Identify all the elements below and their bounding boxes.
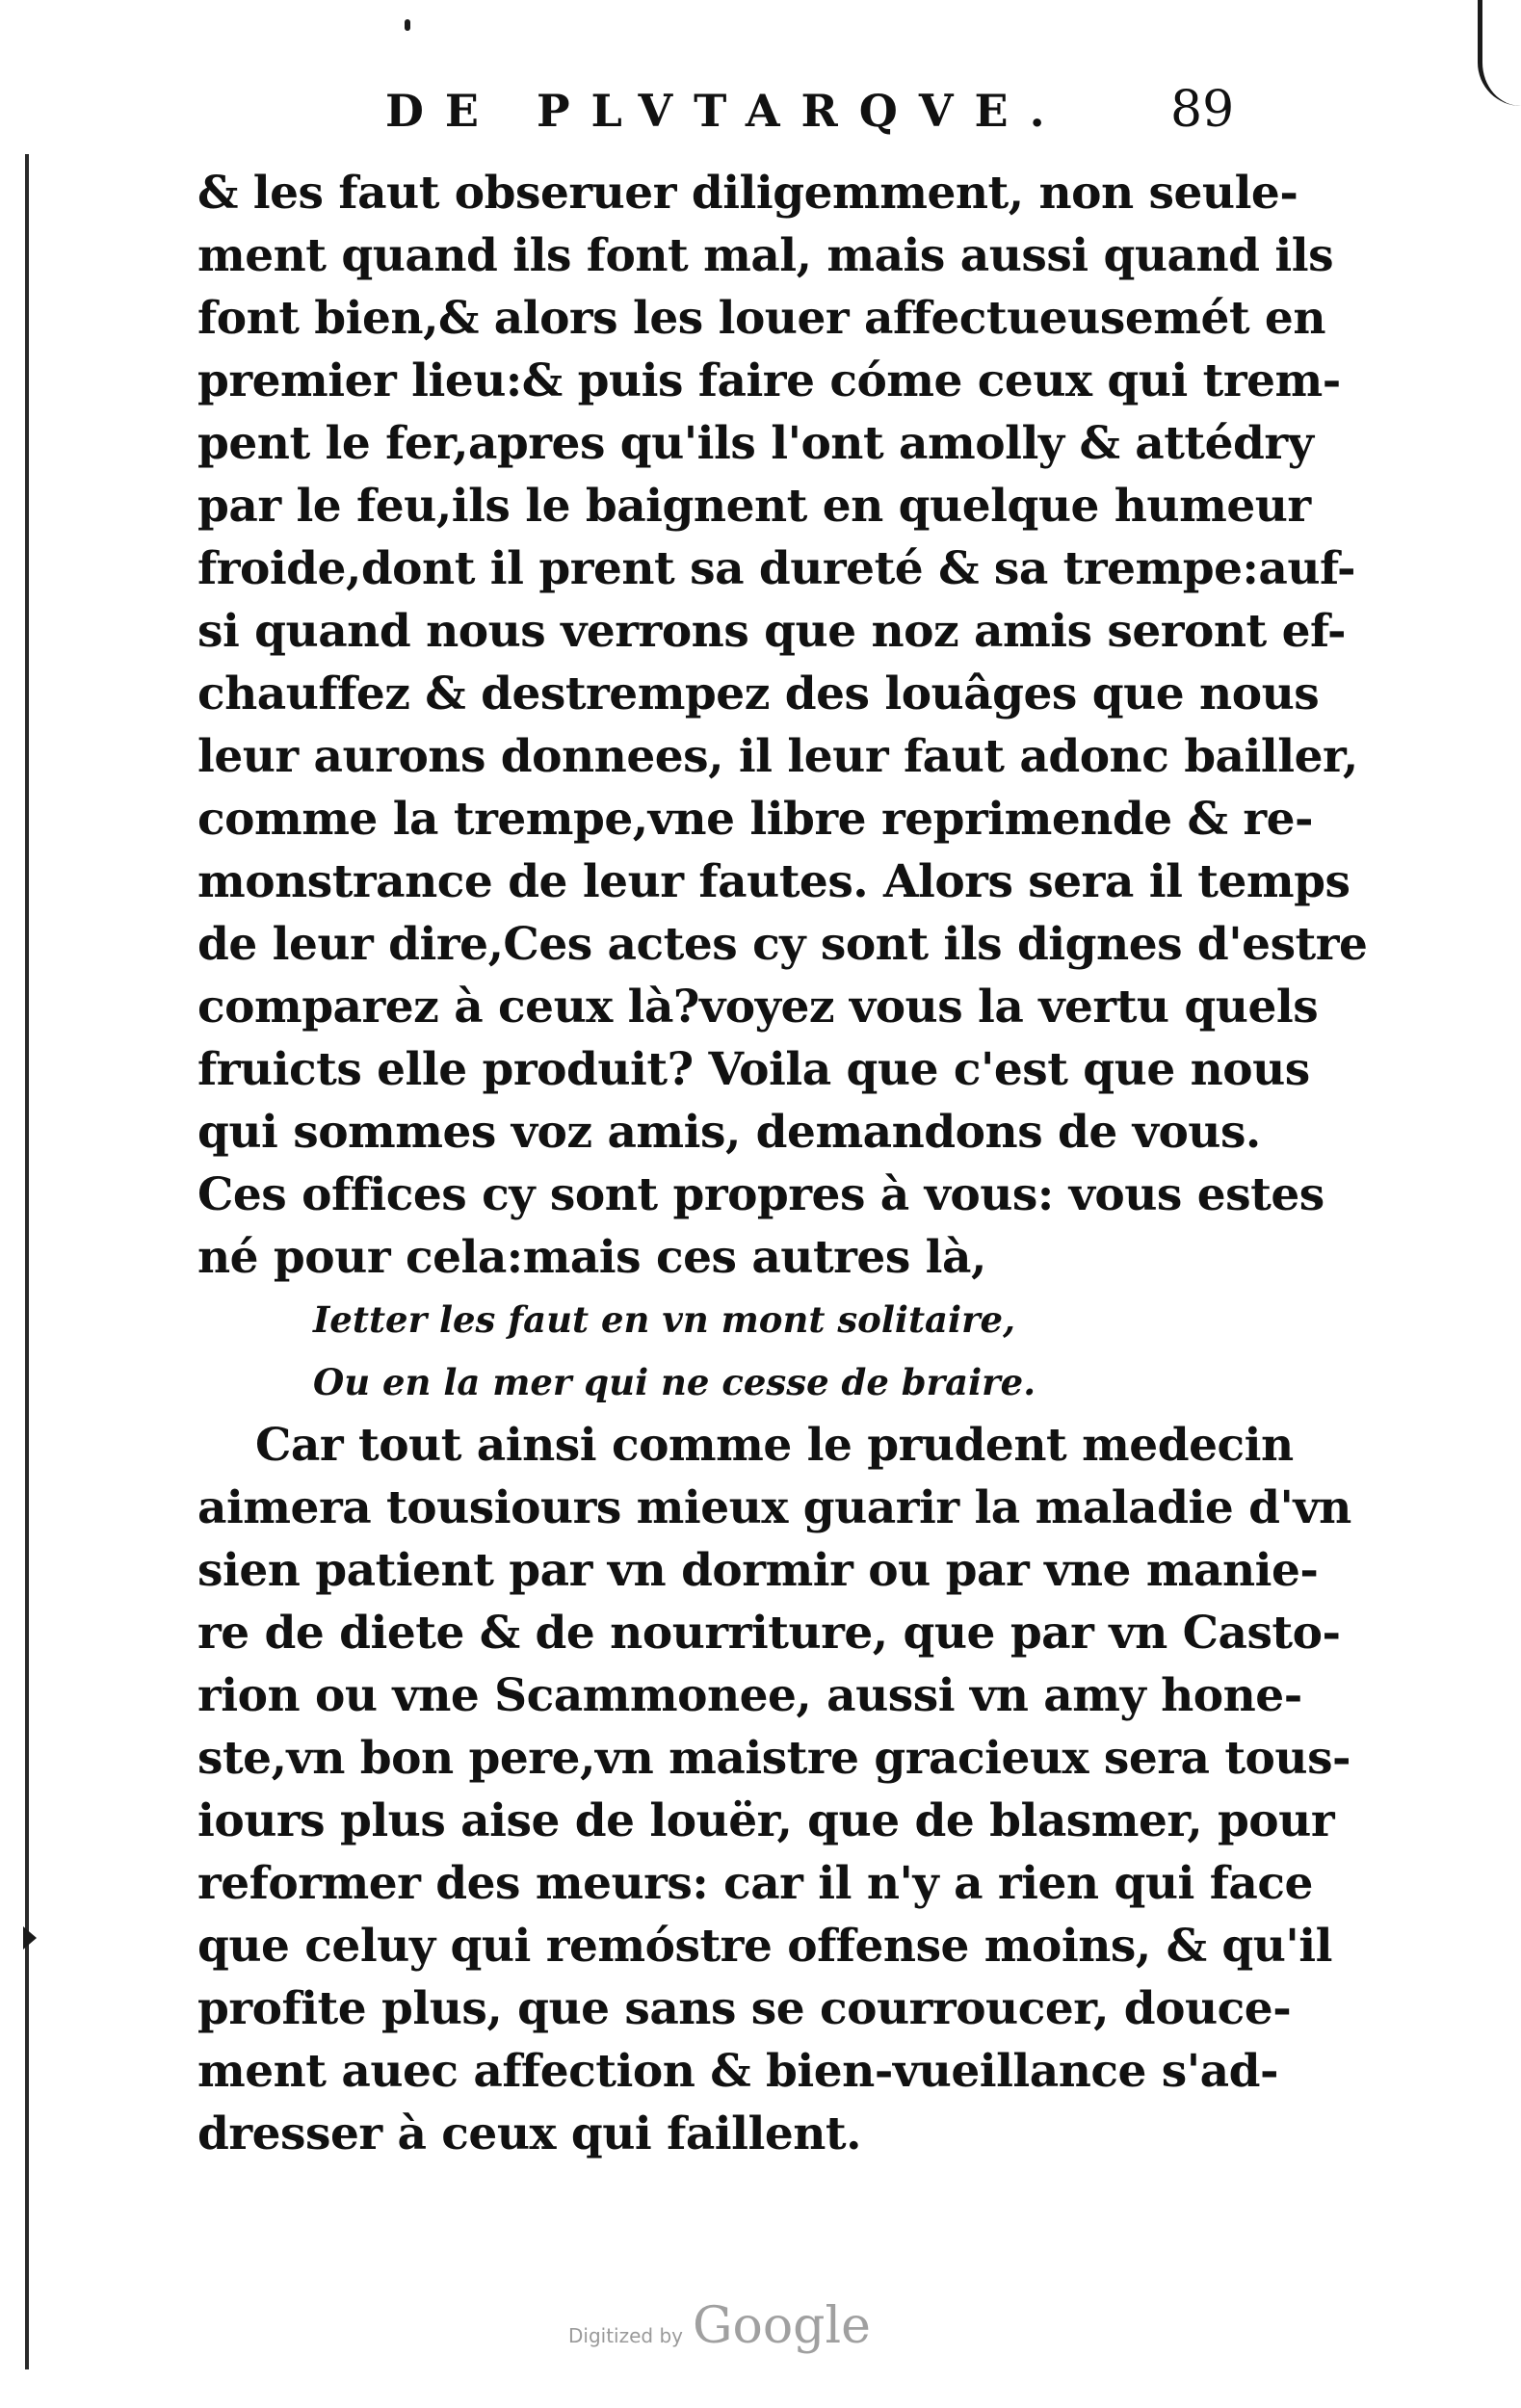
body-text — [197, 162, 1368, 2165]
text-line: ment auec affection & bien-vueillance s'ad- — [197, 2045, 1278, 2098]
running-head: DE PLVTARQVE. — [385, 85, 1066, 137]
left-margin-rule — [25, 154, 29, 2369]
page-edge-curve — [1478, 0, 1521, 106]
text-line: si quand nous verrons que noz amis seront ef- — [197, 605, 1347, 658]
text-line: Car tout ainsi comme le prudent medecin — [255, 1419, 1294, 1472]
text-line: par le feu,ils le baignent en quelque humeur — [197, 480, 1311, 533]
digitized-watermark — [568, 2297, 871, 2355]
text-line: font bien,& alors les louer affectueusemét en — [197, 292, 1325, 345]
text-line: & les faut obseruer diligemment, non seule- — [197, 167, 1298, 220]
text-line: froide,dont il prent sa dureté & sa trempe:auf- — [197, 542, 1356, 595]
text-line: ste,vn bon pere,vn maistre gracieux sera tous- — [197, 1732, 1351, 1785]
text-line: né pour cela:mais ces autres là, — [197, 1231, 986, 1284]
text-line: fruicts elle produit? Voila que c'est que nous — [197, 1043, 1310, 1096]
text-line: Ces offices cy sont propres à vous: vous estes — [197, 1168, 1324, 1221]
ink-dot — [405, 19, 410, 31]
text-line: qui sommes voz amis, demandons de vous. — [197, 1106, 1261, 1159]
text-line: reformer des meurs: car il n'y a rien qui face — [197, 1857, 1313, 1910]
verse-line: Ou en la mer qui ne cesse de braire. — [313, 1361, 1036, 1403]
text-line: rion ou vne Scammonee, aussi vn amy hone- — [197, 1669, 1302, 1722]
text-line: que celuy qui remóstre offense moins, & qu'il — [197, 1920, 1333, 1973]
text-line: profite plus, que sans se courroucer, douce- — [197, 1982, 1292, 2035]
text-line: premier lieu:& puis faire cóme ceux qui trem- — [197, 354, 1341, 407]
text-line: comme la trempe,vne libre reprimende & re- — [197, 793, 1313, 846]
text-line: iours plus aise de louër, que de blasmer, pour — [197, 1794, 1335, 1847]
text-line: sien patient par vn dormir ou par vne manie- — [197, 1544, 1319, 1597]
page-number: 89 — [1170, 81, 1235, 139]
verse-line: Ietter les faut en vn mont solitaire, — [313, 1298, 1015, 1341]
text-line: re de diete & de nourriture, que par vn Casto- — [197, 1607, 1341, 1660]
margin-pointer-icon — [23, 1926, 37, 1950]
text-line: dresser à ceux qui faillent. — [197, 2107, 862, 2160]
text-line: aimera tousiours mieux guarir la maladie d'vn — [197, 1481, 1351, 1534]
digitized-label: Digitized by — [568, 2324, 683, 2347]
text-line: de leur dire,Ces actes cy sont ils dignes d'estre — [197, 918, 1368, 971]
text-line: monstrance de leur fautes. Alors sera il temps — [197, 855, 1351, 908]
text-line: pent le fer,apres qu'ils l'ont amolly & attédry — [197, 417, 1314, 470]
text-line: comparez à ceux là?voyez vous la vertu quels — [197, 981, 1319, 1034]
text-line: ment quand ils font mal, mais aussi quand ils — [197, 229, 1334, 282]
google-logo: Google — [693, 2297, 871, 2355]
text-line: chauffez & destrempez des louâges que nous — [197, 667, 1320, 720]
text-line: leur aurons donnees, il leur faut adonc bailler, — [197, 730, 1358, 783]
